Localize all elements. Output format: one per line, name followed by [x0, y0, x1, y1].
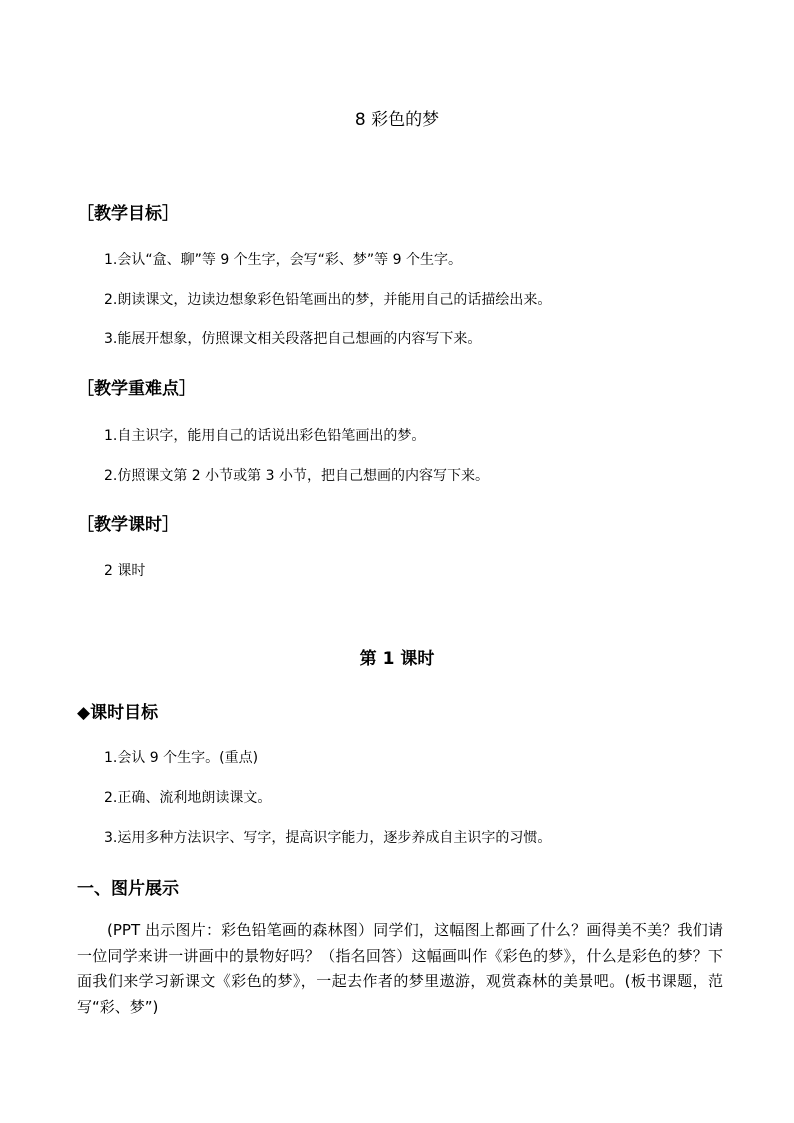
teaching-goal-item: 1.会认“盒、聊”等 9 个生字，会写“彩、梦”等 9 个生字。 [104, 252, 462, 268]
teaching-goal-item: 3.能展开想象，仿照课文相关段落把自己想画的内容写下来。 [104, 331, 482, 347]
teaching-goal-item: 2.朗读课文，边读边想象彩色铅笔画出的梦，并能用自己的话描绘出来。 [104, 292, 552, 308]
lesson-goals-heading: ◆课时目标 [77, 703, 159, 723]
lesson-goal-item: 2.正确、流利地朗读课文。 [104, 790, 272, 806]
page-title: 8 彩色的梦 [354, 110, 440, 130]
lesson-goal-item: 3.运用多种方法识字、写字，提高识字能力，逐步养成自主识字的习惯。 [104, 830, 552, 846]
class-hours-value: 2 课时 [104, 563, 146, 579]
lesson-title: 第 1 课时 [359, 649, 435, 669]
lesson-goal-item: 1.会认 9 个生字。(重点) [104, 750, 259, 766]
section-heading-class-hours: ［教学课时］ [77, 515, 179, 535]
part-heading-picture-display: 一、图片展示 [77, 879, 179, 899]
section-heading-teaching-goals: ［教学目标］ [77, 204, 179, 224]
intro-paragraph: (PPT 出示图片：彩色铅笔画的森林图）同学们，这幅图上都画了什么？画得美不美？我们请一位同学来讲一讲画中的景物好吗？（指名回答）这幅画叫作《彩色的梦》，什么是彩色的梦？下面我们来学习新课文《彩色的梦》，一起去作者的梦里遨游，观赏森林的美景吧。(板书课题，范写“彩、梦”) [77, 921, 723, 1016]
key-point-item: 1.自主识字，能用自己的话说出彩色铅笔画出的梦。 [104, 428, 426, 444]
section-heading-key-points: ［教学重难点］ [77, 379, 196, 399]
key-point-item: 2.仿照课文第 2 小节或第 3 小节，把自己想画的内容写下来。 [104, 468, 489, 484]
